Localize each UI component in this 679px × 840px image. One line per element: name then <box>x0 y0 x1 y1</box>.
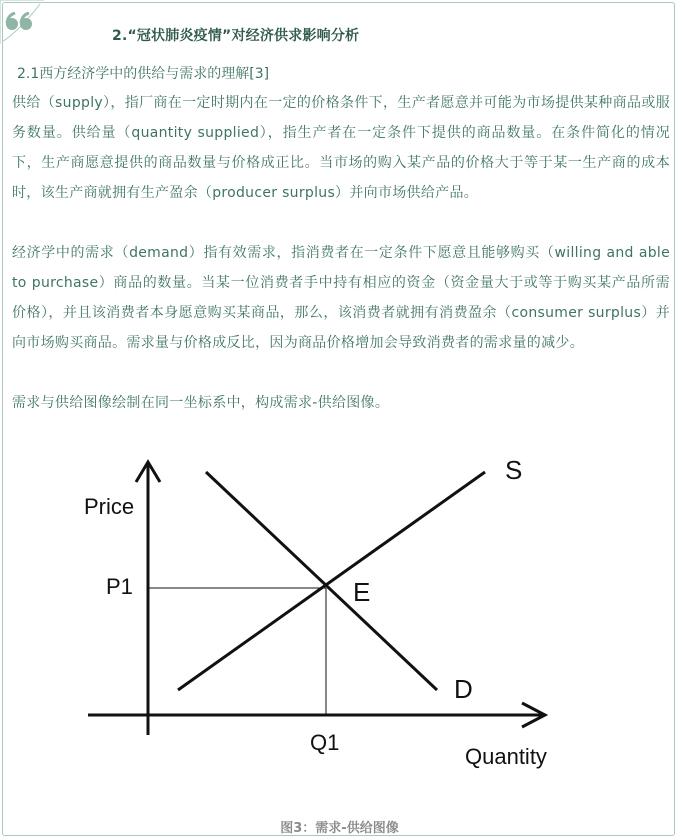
figure-caption: 图3：需求-供给图像 <box>280 821 399 836</box>
quantity-label: Q1 <box>310 730 340 755</box>
paragraph-graph-intro: 需求与供给图像绘制在同一坐标系中，构成需求-供给图像。 <box>12 395 390 411</box>
supply-label: S <box>505 455 523 485</box>
paragraph-demand: 经济学中的需求（demand）指有效需求，指消费者在一定条件下愿意且能够购买（willing and able to purchase）商品的数量。当某一位消费者手中持有相应的资金（资金量大于或等于购买某产品所需价格），并且该消费者本身愿意购买某商品，那么，该消费者就拥有消费盈余（consumer surplus）并向市场购买商品。需求量与价格成反比，因为商品价格增加会导致消费者的需求量的减少。 <box>12 245 670 351</box>
quote-icon <box>5 12 35 32</box>
paragraph-supply: 供给（supply），指厂商在一定时期内在一定的价格条件下，生产者愿意并可能为市场提供某种商品或服务数量。供给量（quantity supplied），指生产者在一定条件下提供的商品数量。在条件简化的情况下，生产商愿意提供的商品数量与价格成正比。当市场的购入某产品的价格大于等于某一生产商的成本时，该生产商就拥有生产盈余（producer surplus）并向市场供给产品。 <box>12 95 670 201</box>
section-title: 2.“冠状肺炎疫情”对经济供求影响分析 <box>112 28 360 44</box>
demand-curve <box>206 472 437 690</box>
supply-curve <box>178 472 485 690</box>
x-axis-label: Quantity <box>465 744 547 769</box>
supply-demand-figure <box>0 440 679 810</box>
section-subtitle: 2.1西方经济学中的供给与需求的理解[3] <box>17 66 270 82</box>
price-label: P1 <box>106 574 133 599</box>
demand-label: D <box>454 674 473 704</box>
y-axis-label: Price <box>84 494 135 519</box>
equilibrium-label: E <box>353 577 371 607</box>
